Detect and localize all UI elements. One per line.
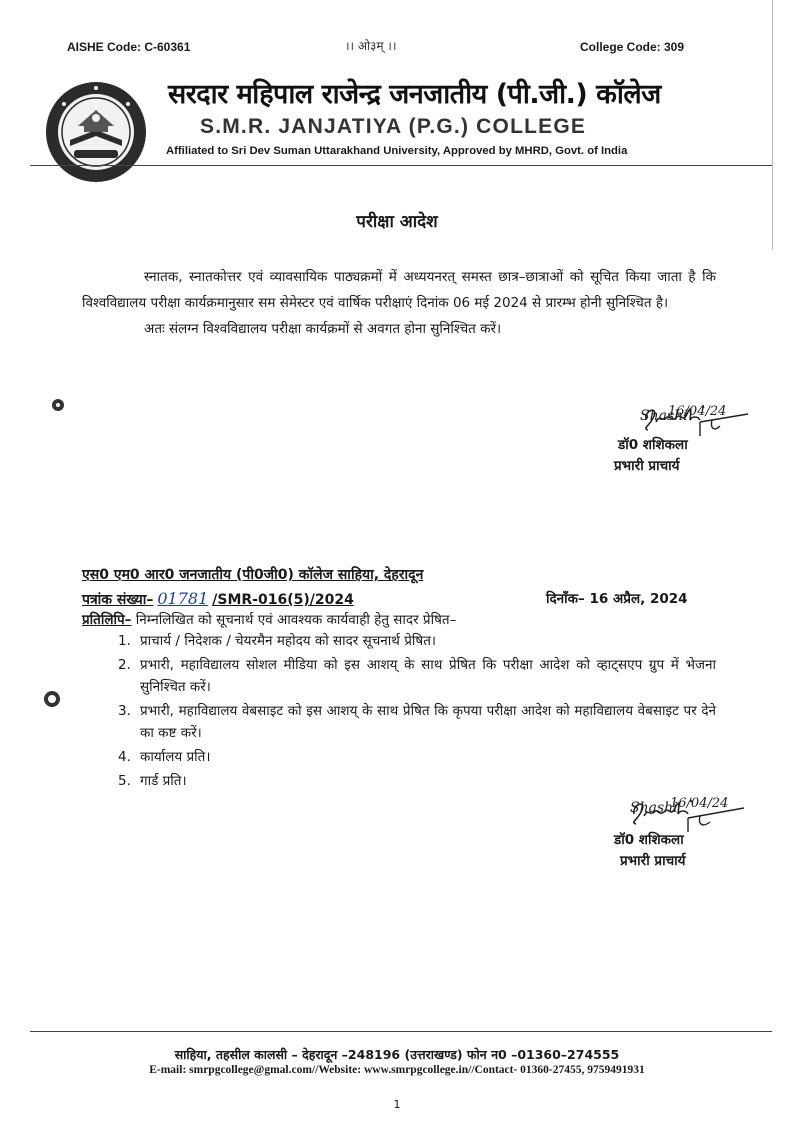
college-title-english: S.M.R. JANJATIYA (P.G.) COLLEGE [200, 115, 587, 138]
list-item [112, 770, 716, 792]
college-line-text: एस0 एम0 आर0 जनजातीय (पी0जी0) कॉलेज साहिया, देहरादून [82, 567, 424, 583]
order-paragraph-2: अतः संलग्न विश्वविद्यालय परीक्षा कार्यक्रमों से अवगत होना सुनिश्चित करें। [144, 321, 502, 337]
college-logo [44, 80, 148, 184]
list-text: प्रभारी, महाविद्यालय वेबसाइट को इस आशय् के साथ प्रेषित कि कृपया परीक्षा आदेश को महाविद्यालय वेबसाइट पर देने का कष्ट करें। [140, 703, 716, 741]
affiliation-line: Affiliated to Sri Dev Suman Uttarakhand University, Approved by MHRD, Govt. of India [166, 145, 628, 157]
footer-divider [30, 1031, 772, 1032]
list-number: 5. [118, 773, 131, 789]
list-item [112, 700, 716, 744]
date-value: 16 अप्रैल, 2024 [589, 591, 688, 607]
date-label: दिनाँक– [546, 591, 585, 607]
punch-hole [44, 691, 60, 707]
list-item [112, 654, 716, 698]
header-divider [30, 165, 772, 166]
list-item [112, 746, 716, 768]
list-number: 2. [118, 657, 131, 673]
signatory-2-designation: प्रभारी प्राचार्य [620, 853, 686, 869]
signature-1-handwriting: Shashi [640, 408, 688, 424]
om-invocation: ।। ओ३म् ।। [345, 39, 397, 53]
list-text: प्रभारी, महाविद्यालय सोशल मीडिया को इस आशय् के साथ प्रेषित कि परीक्षा आदेश को व्हाट्सएप ग्रुप में भेजना सुनिश्चित करें। [140, 657, 716, 695]
reference-label: पत्रांक संख्या– [82, 592, 154, 608]
list-number: 1. [118, 633, 131, 649]
signatory-1-designation: प्रभारी प्राचार्य [614, 458, 680, 474]
order-body [82, 264, 716, 342]
page-number: 1 [393, 1098, 401, 1111]
college-title-hindi: सरदार महिपाल राजेन्द्र जनजातीय (पी.जी.) कॉलेज [168, 79, 661, 110]
list-item [112, 630, 716, 652]
date-line [546, 589, 688, 607]
punch-hole [52, 399, 64, 411]
copy-recipient-list [112, 630, 716, 794]
copy-label: प्रतिलिपि– [82, 612, 132, 628]
reference-line [82, 589, 354, 609]
footer-contact: E-mail: smrpgcollege@gmal.com//Website: www.smrpgcollege.in//Contact- 01360-27455, 9759491931 [149, 1064, 645, 1076]
order-paragraph-1: स्नातक, स्नातकोत्तर एवं व्यावसायिक पाठ्यक्रमों में अध्ययनरत् समस्त छात्र–छात्राओं को सूचित किया जाता है कि विश्वविद्यालय परीक्षा कार्यक्रमानुसार सम सेमेस्टर एवं वार्षिक परीक्षाएं दिनांक 06 मई 2024 से प्रारम्भ होनी सुनिश्चित है। [82, 269, 716, 311]
signature-1-date: 16/04/24 [668, 404, 727, 419]
copy-heading [82, 610, 456, 628]
list-text: गार्ड प्रति। [140, 773, 187, 789]
signatory-2-name: डॉ0 शशिकला [614, 832, 684, 848]
order-title: परीक्षा आदेश [356, 212, 438, 232]
college-code: College Code: 309 [580, 40, 685, 54]
signature-2-date: 16/04/24 [670, 796, 729, 811]
reference-suffix: /SMR-016(5)/2024 [212, 592, 354, 608]
reference-number: 01781 [157, 589, 209, 608]
list-text: कार्यालय प्रति। [140, 749, 211, 765]
copy-text: निम्नलिखित को सूचनार्थ एवं आवश्यक कार्यवाही हेतु सादर प्रेषित– [135, 612, 457, 628]
signatory-1-name: डॉ0 शशिकला [618, 437, 688, 453]
signature-2-handwriting: Shashi [630, 800, 678, 816]
list-text: प्राचार्य / निदेशक / चेयरमैन महोदय को सादर सूचनार्थ प्रेषित। [140, 633, 437, 649]
list-number: 3. [118, 703, 131, 719]
footer-address: साहिया, तहसील कालसी – देहरादून –248196 (उत्तराखण्ड) फोन न0 –01360–274555 [174, 1047, 620, 1062]
college-line [82, 565, 423, 584]
aishe-code: AISHE Code: C-60361 [67, 40, 191, 54]
list-number: 4. [118, 749, 131, 765]
